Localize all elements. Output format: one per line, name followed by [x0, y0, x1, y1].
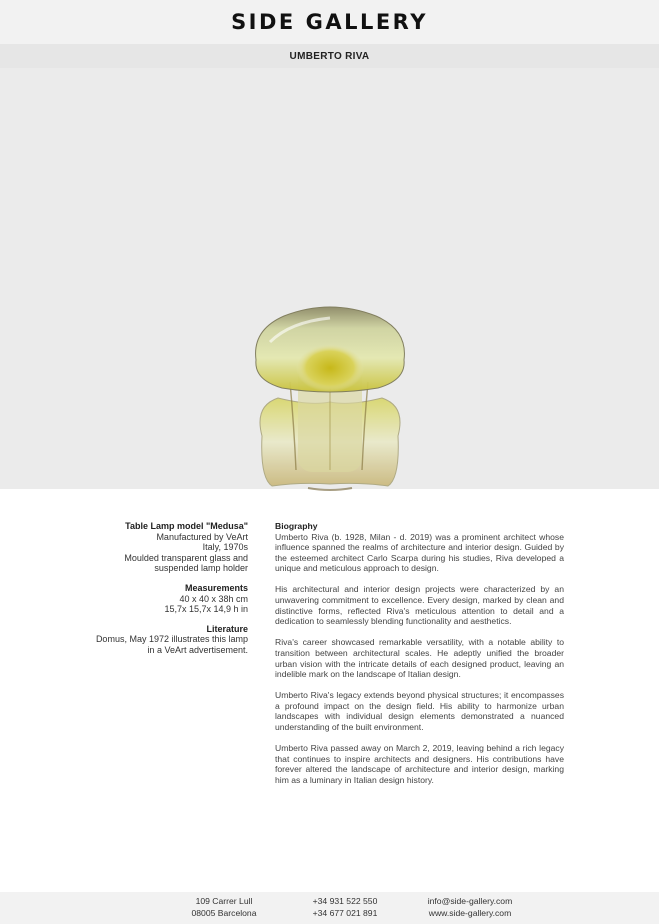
biography-paragraph: Umberto Riva (b. 1928, Milan - d. 2019) was a prominent architect whose influence spanned the realms of architecture and interior design. Guided by the esteemed architect Carlo Scarpa during his studies, Riva developed a unique and meticulous approach to design.: [275, 531, 564, 574]
artist-name: UMBERTO RIVA: [289, 51, 370, 62]
product-line: Moulded transparent glass and: [124, 552, 248, 563]
phone-link[interactable]: +34 931 522 550: [312, 896, 378, 906]
literature-line: Domus, May 1972 illustrates this lamp: [95, 634, 248, 645]
header-bar: [0, 0, 659, 44]
measurement-line: 15,7x 15,7x 14,9 h in: [164, 604, 248, 615]
footer-web: [417, 896, 523, 919]
literature-heading: Literature: [206, 623, 248, 634]
lamp-image: [250, 256, 410, 500]
product-line: Italy, 1970s: [202, 542, 248, 553]
biography-paragraph: Umberto Riva's legacy extends beyond physical structures; it encompasses a profound impact on the design field. His ability to harmonize urban landscapes with individual design elements demonstrated a nuanced understanding of the built environment.: [275, 690, 564, 732]
biography-paragraph: Riva's career showcased remarkable versatility, with a notable ability to transition between architectural scales. He adeptly unified the broader urban vision with the intricate details of each designed product, leaving an indelible mark on the landscape of Italian design.: [275, 637, 564, 680]
address-line: 08005 Barcelona: [191, 907, 257, 918]
product-line: suspended lamp holder: [154, 563, 248, 574]
footer-phones: [302, 896, 388, 919]
phone-link[interactable]: +34 677 021 891: [312, 907, 378, 918]
footer-address: [186, 896, 262, 919]
website-link[interactable]: www.side-gallery.com: [428, 907, 512, 918]
brand-logo[interactable]: SIDE GALLERY: [231, 10, 428, 34]
product-line: Manufactured by VeArt: [156, 531, 248, 542]
biography-heading: Biography: [275, 521, 318, 531]
measurements-heading: Measurements: [184, 582, 248, 593]
email-link[interactable]: info@side-gallery.com: [427, 896, 513, 906]
address-line: 109 Carrer Lull: [195, 896, 253, 906]
measurement-line: 40 x 40 x 38h cm: [179, 593, 248, 604]
product-title: Table Lamp model "Medusa": [125, 521, 248, 531]
product-details: [60, 521, 248, 665]
footer: [0, 892, 659, 924]
artist-bar: [0, 44, 659, 68]
biography-paragraph: Umberto Riva passed away on March 2, 2019, leaving behind a rich legacy that continues to inspire architects and designers. His contributions have forever altered the landscape of architecture and interior design, marking him as a luminary in Italian design history.: [275, 743, 564, 785]
biography-paragraph: His architectural and interior design projects were characterized by an unwavering commitment to excellence. Every design, marked by clean and distinctive forms, reflected Riva's meticulous attention to detail and a dedication to seamlessly blending functionality and aesthetics.: [275, 584, 564, 627]
product-image-area: [0, 68, 659, 489]
biography: [275, 521, 564, 796]
literature-line: in a VeArt advertisement.: [147, 644, 248, 655]
